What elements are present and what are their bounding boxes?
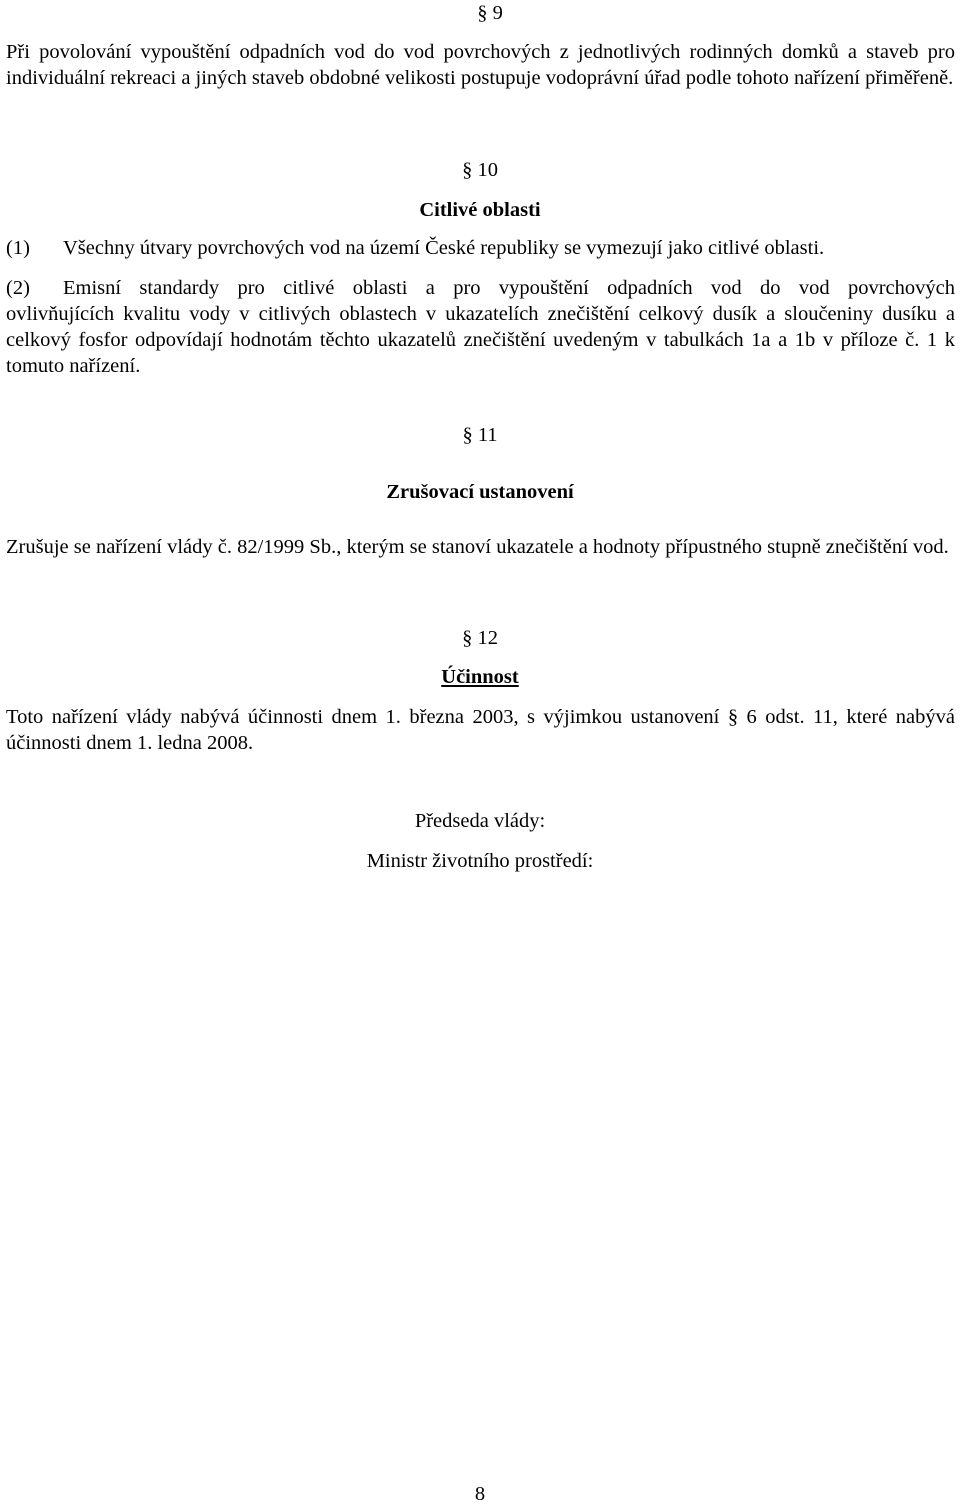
prime-minister-signature-label: Předseda vlády: <box>414 810 546 832</box>
section-10-title: Citlivé oblasti <box>419 199 541 221</box>
paragraph-number: (2) <box>6 277 30 299</box>
paragraph-number: (1) <box>6 237 30 259</box>
section-9-text: Při povolování vypouštění odpadních vod do vod povrchových z jednotlivých rodinných domků a staveb pro individuální rekreaci a jiných staveb obdobné velikosti postupuje vodoprávní úřad podle tohoto nařízení přiměřeně. <box>6 41 955 89</box>
section-10-paragraph-2 <box>0 275 960 385</box>
page-number: 8 <box>474 1483 486 1505</box>
paragraph-text: Všechny útvary povrchových vod na území České republiky se vymezují jako citlivé oblasti. <box>63 237 825 259</box>
section-11-title: Zrušovací ustanovení <box>386 481 574 503</box>
section-12-title: Účinnost <box>441 666 519 688</box>
paragraph-text-continuation: ovlivňujících kvalitu vody v citlivých oblastech v ukazatelích znečištění celkový dusík a sloučeniny dusíku a celkový fosfor odpovídají hodnotám těchto ukazatelů znečištění uvedeným v tabulkách 1a a 1b v příloze č. 1 k tomuto nařízení. <box>6 303 955 377</box>
section-12-heading: § 12 <box>462 627 498 649</box>
section-9-heading: § 9 <box>477 2 503 24</box>
environment-minister-signature-label: Ministr životního prostředí: <box>366 850 594 872</box>
paragraph-text-first-line: Emisní standardy pro citlivé oblasti a pro vypouštění odpadních vod do vod povrchových <box>63 277 955 299</box>
section-10-heading: § 10 <box>462 159 498 181</box>
section-11-text: Zrušuje se nařízení vlády č. 82/1999 Sb., kterým se stanoví ukazatele a hodnoty přípustného stupně znečištění vod. <box>6 536 949 558</box>
section-12-text: Toto nařízení vlády nabývá účinnosti dnem 1. března 2003, s výjimkou ustanovení § 6 odst. 11, které nabývá účinnosti dnem 1. ledna 2008. <box>6 706 955 754</box>
section-11-heading: § 11 <box>462 424 498 446</box>
